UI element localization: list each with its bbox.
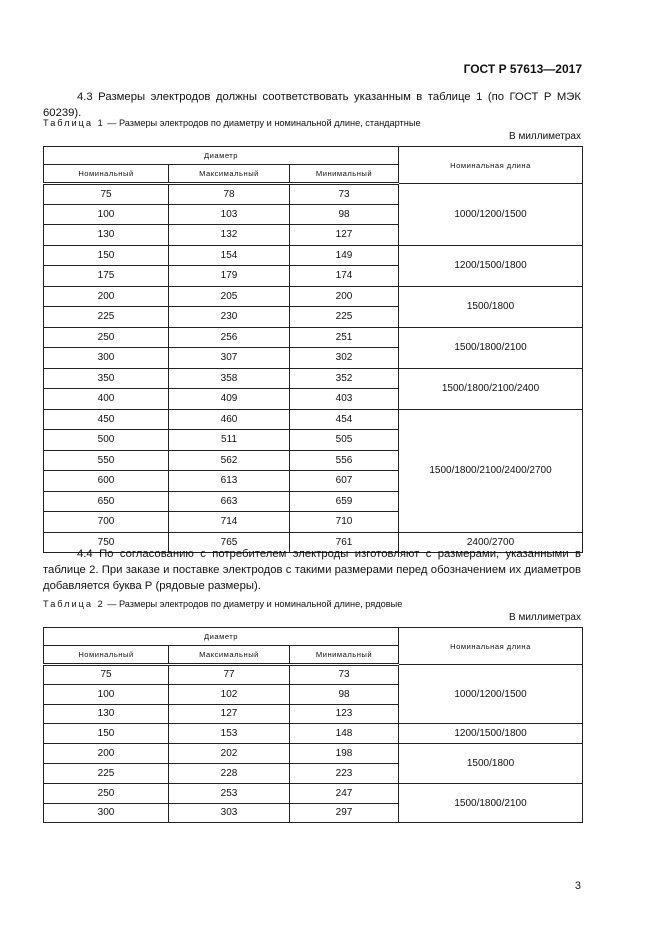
section-4-4: 4.4 По согласованию с потребителем электроды изготовляют с размерами, указанными в таблице 2. При заказе и поставке электродов с такими размерами перед обозначением их диаметров добавляется буква Р (рядовые размеры). (43, 548, 581, 592)
cell-max: 303 (169, 803, 290, 823)
header-max: Максимальный (169, 165, 290, 184)
header-length: Номинальная длина (399, 628, 583, 665)
table-row (44, 409, 583, 430)
cell-length: 1500/1800/2100/2400 (399, 368, 583, 409)
table2 (43, 627, 583, 823)
cell-min: 247 (290, 783, 399, 803)
header-diameter: Диаметр (44, 628, 399, 646)
cell-nominal: 200 (44, 286, 169, 307)
cell-min: 607 (290, 471, 399, 492)
cell-length: 1500/1800/2100/2400/2700 (399, 409, 583, 532)
header-max: Максимальный (169, 646, 290, 665)
cell-max: 179 (169, 266, 290, 287)
cell-min: 454 (290, 409, 399, 430)
cell-min: 200 (290, 286, 399, 307)
table-row (44, 368, 583, 389)
cell-min: 505 (290, 430, 399, 451)
cell-nominal: 400 (44, 389, 169, 410)
cell-min: 403 (290, 389, 399, 410)
cell-nominal: 75 (44, 184, 169, 205)
cell-min: 556 (290, 450, 399, 471)
cell-nominal: 450 (44, 409, 169, 430)
cell-max: 77 (169, 665, 290, 685)
cell-length: 1500/1800 (399, 286, 583, 327)
cell-max: 230 (169, 307, 290, 328)
cell-max: 154 (169, 245, 290, 266)
table-row (44, 286, 583, 307)
cell-max: 102 (169, 684, 290, 704)
cell-max: 253 (169, 783, 290, 803)
cell-max: 132 (169, 225, 290, 246)
cell-max: 307 (169, 348, 290, 369)
table1-units: В миллиметрах (509, 131, 581, 142)
cell-max: 714 (169, 512, 290, 533)
cell-max: 127 (169, 704, 290, 724)
cell-nominal: 550 (44, 450, 169, 471)
cell-min: 302 (290, 348, 399, 369)
cell-max: 153 (169, 724, 290, 744)
cell-nominal: 75 (44, 665, 169, 685)
page-number: 3 (574, 880, 581, 892)
cell-nominal: 130 (44, 225, 169, 246)
cell-nominal: 750 (44, 532, 169, 553)
cell-min: 73 (290, 184, 399, 205)
cell-nominal: 200 (44, 744, 169, 764)
cell-length: 1200/1500/1800 (399, 724, 583, 744)
cell-min: 123 (290, 704, 399, 724)
header-min: Минимальный (290, 165, 399, 184)
cell-max: 202 (169, 744, 290, 764)
cell-length: 2400/2700 (399, 532, 583, 553)
cell-max: 228 (169, 763, 290, 783)
cell-max: 103 (169, 204, 290, 225)
cell-nominal: 350 (44, 368, 169, 389)
cell-max: 460 (169, 409, 290, 430)
cell-nominal: 225 (44, 307, 169, 328)
table1-title: — Размеры электродов по диаметру и номинальной длине, стандартные (104, 118, 421, 128)
table1-caption (43, 118, 421, 128)
cell-length: 1000/1200/1500 (399, 665, 583, 724)
header-min: Минимальный (290, 646, 399, 665)
header-nominal: Номинальный (44, 646, 169, 665)
cell-min: 225 (290, 307, 399, 328)
cell-min: 352 (290, 368, 399, 389)
header-length: Номинальная длина (399, 147, 583, 184)
cell-min: 174 (290, 266, 399, 287)
table-row (44, 665, 583, 685)
table2-caption (43, 599, 402, 609)
cell-nominal: 150 (44, 724, 169, 744)
cell-length: 1200/1500/1800 (399, 245, 583, 286)
cell-length: 1500/1800/2100 (399, 783, 583, 823)
table2-label: Таблица 2 (43, 599, 105, 609)
cell-min: 149 (290, 245, 399, 266)
table2-title: — Размеры электродов по диаметру и номинальной длине, рядовые (104, 599, 403, 609)
cell-nominal: 300 (44, 803, 169, 823)
cell-nominal: 175 (44, 266, 169, 287)
cell-nominal: 150 (44, 245, 169, 266)
cell-max: 358 (169, 368, 290, 389)
table-row (44, 724, 583, 744)
cell-min: 198 (290, 744, 399, 764)
cell-max: 562 (169, 450, 290, 471)
cell-max: 511 (169, 430, 290, 451)
cell-nominal: 300 (44, 348, 169, 369)
cell-min: 761 (290, 532, 399, 553)
cell-nominal: 130 (44, 704, 169, 724)
section-4-3: 4.3 Размеры электродов должны соответствовать указанным в таблице 1 (по ГОСТ Р МЭК 60239). (43, 91, 581, 119)
cell-max: 663 (169, 491, 290, 512)
cell-min: 297 (290, 803, 399, 823)
cell-min: 659 (290, 491, 399, 512)
document-header: ГОСТ Р 57613—2017 (463, 62, 582, 76)
cell-min: 223 (290, 763, 399, 783)
cell-nominal: 225 (44, 763, 169, 783)
table1-label: Таблица 1 (43, 118, 105, 128)
cell-max: 205 (169, 286, 290, 307)
header-diameter: Диаметр (44, 147, 399, 165)
table-row (44, 245, 583, 266)
cell-nominal: 250 (44, 783, 169, 803)
cell-min: 710 (290, 512, 399, 533)
cell-length: 1500/1800 (399, 744, 583, 784)
table-row (44, 783, 583, 803)
cell-max: 613 (169, 471, 290, 492)
table1 (43, 146, 583, 553)
cell-min: 127 (290, 225, 399, 246)
header-nominal: Номинальный (44, 165, 169, 184)
cell-max: 409 (169, 389, 290, 410)
cell-nominal: 650 (44, 491, 169, 512)
cell-min: 98 (290, 684, 399, 704)
table-row (44, 184, 583, 205)
cell-nominal: 600 (44, 471, 169, 492)
cell-max: 765 (169, 532, 290, 553)
cell-min: 251 (290, 327, 399, 348)
cell-length: 1000/1200/1500 (399, 184, 583, 246)
cell-nominal: 250 (44, 327, 169, 348)
table-row (44, 327, 583, 348)
cell-length: 1500/1800/2100 (399, 327, 583, 368)
table-row (44, 744, 583, 764)
cell-max: 78 (169, 184, 290, 205)
cell-nominal: 100 (44, 204, 169, 225)
cell-min: 148 (290, 724, 399, 744)
cell-nominal: 100 (44, 684, 169, 704)
cell-nominal: 700 (44, 512, 169, 533)
table2-units: В миллиметрах (509, 612, 581, 623)
cell-min: 98 (290, 204, 399, 225)
cell-nominal: 500 (44, 430, 169, 451)
cell-max: 256 (169, 327, 290, 348)
cell-min: 73 (290, 665, 399, 685)
